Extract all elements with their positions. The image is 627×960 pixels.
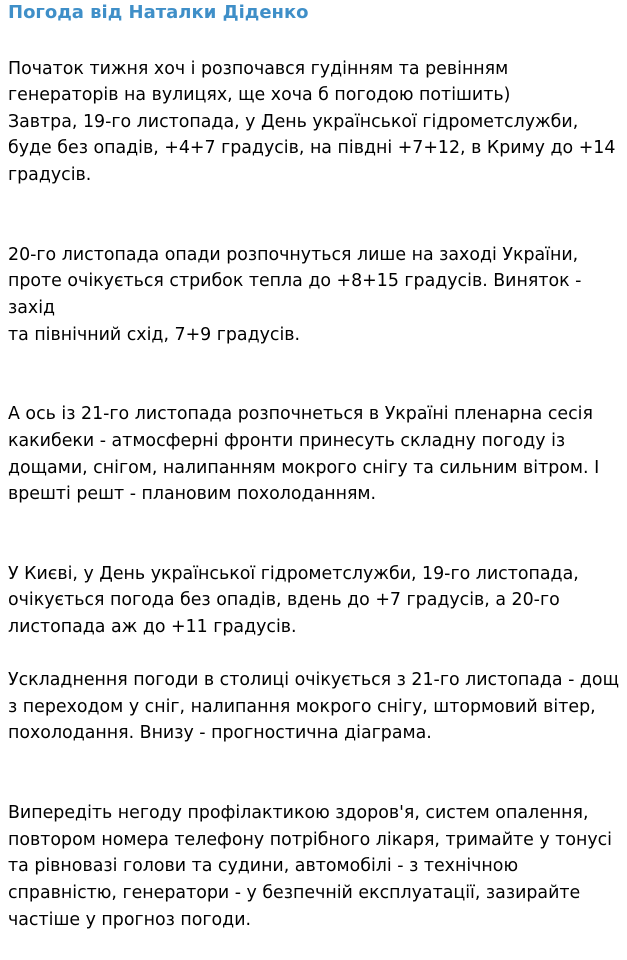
message-paragraph: Ускладнення погоди в столиці очікується з 21-го листопада - дощ з переходом у сніг, налипання мокрого снігу, штормовий вітер, похолодання. Внизу - прогностична діаграма. [8,670,619,744]
message-paragraph: Початок тижня хоч і розпочався гудінням та ревінням генераторів на вулицях, ще хоча б погодою потішить) Завтра, 19-го листопада, у День української гідрометслужби, буде без опадів, +4+7 градусів, на півдні +7+12, в Криму до +14 градусів. [8,58,616,185]
message-paragraph: 20-го листопада опади розпочнуться лише на заході України, проте очікується стрибок тепла до +8+15 градусів. Виняток - захід та північний схід, 7+9 градусів. [8,244,582,345]
message-body [8,29,619,960]
message-paragraph: Випередіть негоду профілактикою здоров'я, систем опалення, повтором номера телефону потрібного лікаря, тримайте у тонусі та рівновазі голови та судини, автомобілі - з технічною справністю, генератори - у безпечній експлуатації, зазирайте частіше у прогноз погоди. [8,803,613,930]
message-paragraph: А ось із 21-го листопада розпочнеться в Україні пленарна сесія какибеки - атмосферні фронти принесуть складну погоду із дощами, снігом, налипанням мокрого снігу та сильним вітром. І врешті решт - плановим похолоданням. [8,404,600,505]
message-paragraph: У Києві, у День української гідрометслужби, 19-го листопада, очікується погода без опадів, вдень до +7 градусів, а 20-го листопада аж до +11 градусів. [8,563,579,638]
channel-title-link[interactable]: Погода від Наталки Діденко [8,2,309,23]
